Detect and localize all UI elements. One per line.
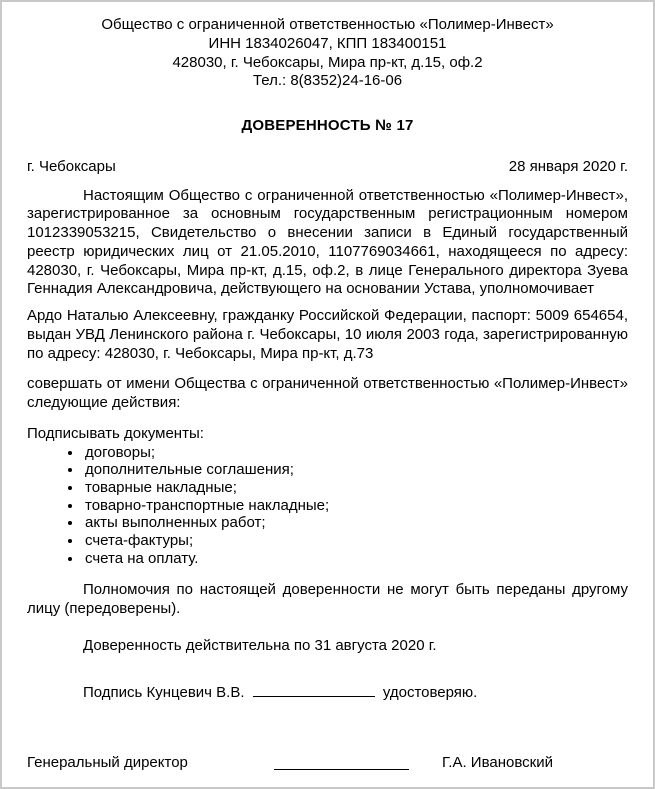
no-delegation-paragraph: Полномочия по настоящей доверенности не могут быть переданы другому лицу (передоверены). bbox=[27, 581, 628, 618]
certify-suffix: удостоверяю. bbox=[382, 683, 478, 701]
date-label: 28 января 2020 г. bbox=[508, 157, 628, 175]
org-phone: Тел.: 8(8352)24-16-06 bbox=[252, 72, 403, 90]
city-date-row bbox=[27, 158, 628, 177]
company-header bbox=[27, 16, 628, 91]
list-item: • товарно-транспортные накладные; bbox=[83, 497, 628, 515]
actions-intro-paragraph: совершать от имени Общества с ограниченной ответственностью «Полимер-Инвест» следующие действия: bbox=[27, 375, 628, 411]
certify-prefix: Подпись Кунцевич В.В. bbox=[83, 683, 245, 701]
list-item: • счета на оплату. bbox=[83, 550, 628, 568]
director-signature-row bbox=[27, 754, 628, 776]
validity-paragraph: Доверенность действительна по 31 августа 2020 г. bbox=[83, 636, 437, 654]
inn-kpp-line: ИНН 1834026047, КПП 183400151 bbox=[208, 34, 447, 52]
list-item: • акты выполненных работ; bbox=[83, 514, 628, 532]
signature-line bbox=[274, 756, 409, 770]
document-title: ДОВЕРЕННОСТЬ № 17 bbox=[241, 117, 414, 134]
org-name: Общество с ограниченной ответственностью «Полимер-Инвест» bbox=[101, 16, 554, 33]
city-label: г. Чебоксары bbox=[27, 157, 116, 175]
director-title: Генеральный директор bbox=[27, 754, 188, 772]
signature-line bbox=[253, 683, 375, 697]
certify-signature-row bbox=[27, 683, 628, 703]
documents-list bbox=[27, 444, 628, 568]
org-address: 428030, г. Чебоксары, Мира пр-кт, д.15, оф.2 bbox=[172, 53, 483, 71]
list-item: • дополнительные соглашения; bbox=[83, 461, 628, 479]
list-item: • товарные накладные; bbox=[83, 479, 628, 497]
list-item: • счета-фактуры; bbox=[83, 532, 628, 550]
documents-list-heading: Подписывать документы: bbox=[27, 424, 204, 442]
director-name: Г.А. Ивановский bbox=[442, 754, 553, 772]
attorney-paragraph: Ардо Наталью Алексеевну, гражданку Российской Федерации, паспорт: 5009 654654, выдан УВД Ленинского района г. Чебоксары, 10 июля 2003 года, зарегистрированную по адресу: 428030, г. Чебоксары, Мира пр-кт, д.73 bbox=[27, 307, 628, 362]
preamble-paragraph: Настоящим Общество с ограниченной ответственностью «Полимер-Инвест», зарегистрированное за основным государственным регистрационным номером 1012339053215, Свидетельство о внесении записи в Единый государственный реестр юридических лиц от 21.05.2010, 1107769034661, находящееся по адресу: 428030, г. Чебоксары, Мира пр-кт, д.15, оф.2, в лице Генерального директора Зуева Геннадия Александровича, действующего на основании Устава, уполномочивает bbox=[27, 186, 628, 298]
list-item: • договоры; bbox=[83, 444, 628, 462]
